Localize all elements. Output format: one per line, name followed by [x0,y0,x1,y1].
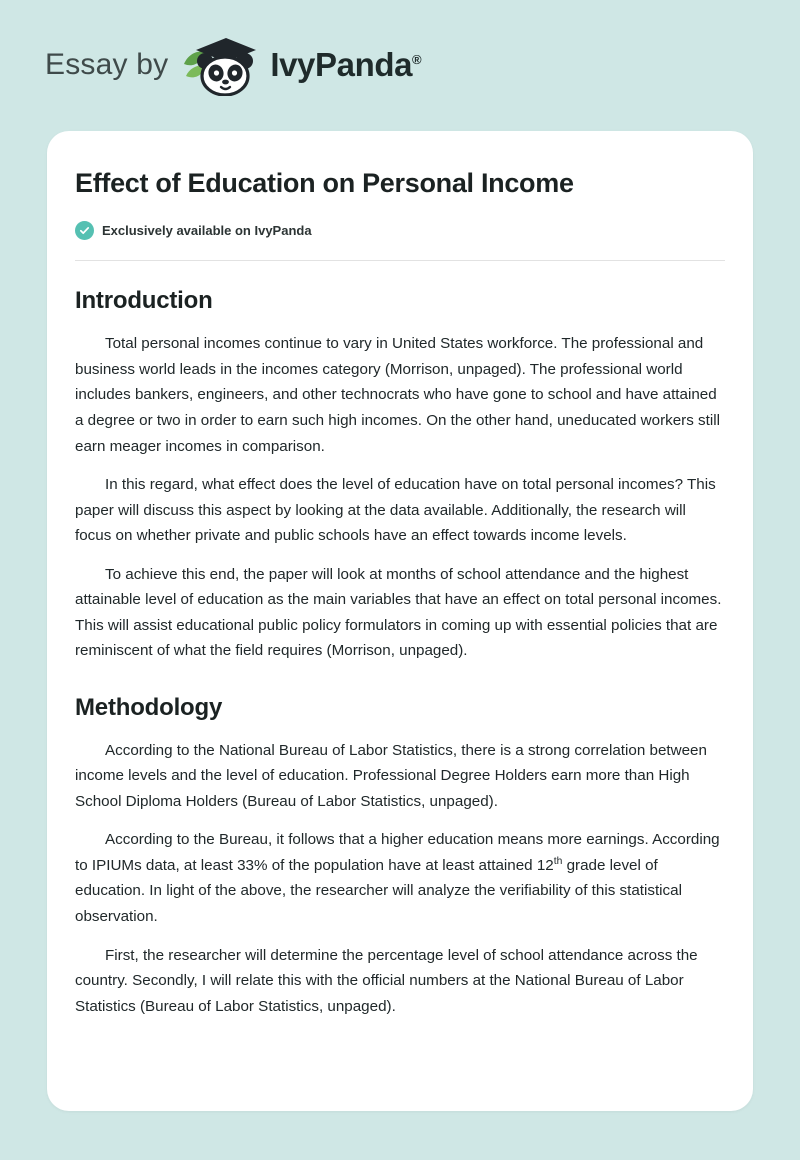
panda-graduate-icon [178,34,264,96]
section-heading-introduction: Introduction [75,287,213,315]
essay-by-label: Essay by [45,48,169,81]
page-title: Effect of Education on Personal Income [75,168,574,198]
brand-name: IvyPanda® [270,46,422,83]
title-divider [75,260,725,261]
ivypanda-logo[interactable] [178,34,421,96]
paragraph: In this regard, what effect does the level of education have on total personal incomes? This paper will discuss this aspect by looking at the data available. Additionally, the research will focus on whether private and public schools have an effect towards income levels. [75,476,716,545]
exclusive-label: Exclusively available on IvyPanda [102,223,312,239]
section-heading-methodology: Methodology [75,693,223,721]
paragraph: Total personal incomes continue to vary in United States workforce. The professional and business world leads in the incomes category (Morrison, unpaged). The professional world includes bankers, engineers, and other technocrats who have gone to school and have attained a degree or two in order to earn such high incomes. On the other hand, uneducated workers still earn meager incomes in comparison. [75,335,720,455]
registered-trademark-mark: ® [412,52,422,67]
check-circle-icon [75,221,94,240]
paragraph: According to the National Bureau of Labor Statistics, there is a strong correlation between income levels and the level of education. Professional Degree Holders earn more than High School Diploma Holders (Bureau of Labor Statistics, unpaged). [75,741,707,810]
paragraph: To achieve this end, the paper will look at months of school attendance and the highest attainable level of education as the main variables that have an effect on total personal incomes. This will assist educational public policy formulators in coming up with essential policies that are reminiscent of what the field requires (Morrison, unpaged). [75,565,722,660]
status-badge [75,221,725,240]
brand-header [0,0,800,90]
paragraph: First, the researcher will determine the percentage level of school attendance across the country. Secondly, I will relate this with the official numbers at the National Bureau of Labor Statistics (Bureau of Labor Statistics, unpaged). [75,946,698,1015]
document-card [47,131,753,1111]
paragraph: According to the Bureau, it follows that a higher education means more earnings. According to IPIUMs data, at least 33% of the population have at least attained 12th grade level of education. In light of the above, the researcher will analyze the verifiability of this statistical observation. [75,831,720,926]
